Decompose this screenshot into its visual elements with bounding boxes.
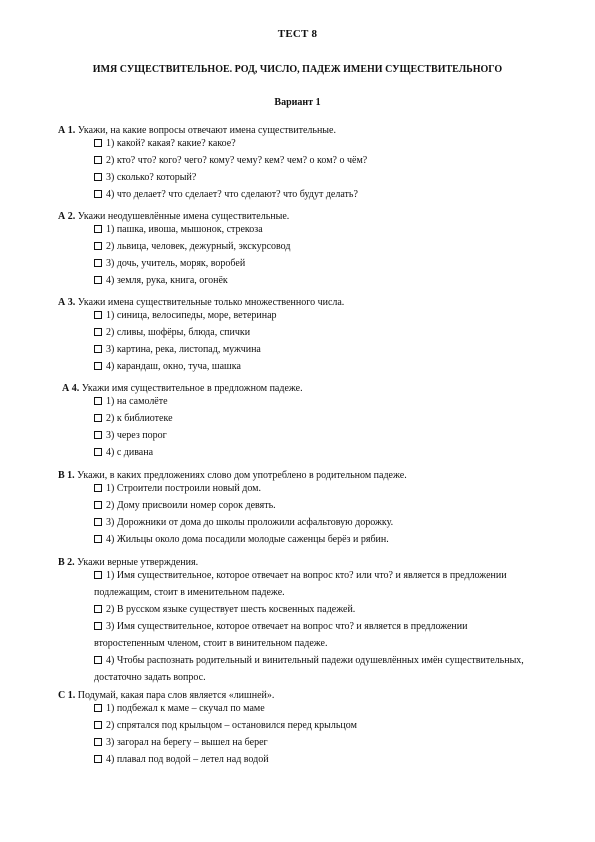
question-code: А 1. <box>58 125 76 136</box>
option-text: 2) спрятался под крыльцом – остановился перед крыльцом <box>106 720 357 731</box>
option-text: 4) Жильцы около дома посадили молодые саженцы берёз и рябин. <box>106 534 389 545</box>
checkbox-icon[interactable] <box>94 173 102 181</box>
question-code: А 2. <box>58 211 76 222</box>
option-text: 2) Дому присвоили номер сорок девять. <box>106 500 276 511</box>
option-text: 2) львица, человек, дежурный, экскурсовод <box>106 241 291 252</box>
checkbox-icon[interactable] <box>94 755 102 763</box>
option-checkbox[interactable] <box>94 153 367 170</box>
option-text: 4) с дивана <box>106 447 154 458</box>
option-checkbox[interactable] <box>94 481 261 498</box>
checkbox-icon[interactable] <box>94 156 102 164</box>
question-text: Укажи имена существительные только множественного числа. <box>77 297 345 308</box>
checkbox-icon[interactable] <box>94 605 102 613</box>
option-checkbox[interactable] <box>94 701 265 718</box>
checkbox-icon[interactable] <box>94 431 102 439</box>
option-checkbox[interactable] <box>94 619 534 652</box>
option-text: 1) на самолёте <box>106 396 168 407</box>
option-checkbox[interactable] <box>94 735 268 752</box>
option-checkbox[interactable] <box>94 498 276 515</box>
option-text: 3) картина, река, листопад, мужчина <box>106 344 261 355</box>
checkbox-icon[interactable] <box>94 311 102 319</box>
checkbox-icon[interactable] <box>94 345 102 353</box>
option-checkbox[interactable] <box>94 602 355 619</box>
checkbox-icon[interactable] <box>94 622 102 630</box>
checkbox-icon[interactable] <box>94 721 102 729</box>
option-checkbox[interactable] <box>94 239 290 256</box>
option-checkbox[interactable] <box>94 187 358 204</box>
option-text: 3) Дорожники от дома до школы проложили асфальтовую дорожку. <box>106 517 394 528</box>
option-checkbox[interactable] <box>94 394 168 411</box>
option-checkbox[interactable] <box>94 428 167 445</box>
checkbox-icon[interactable] <box>94 328 102 336</box>
question-text: Укажи верные утверждения. <box>77 557 199 568</box>
option-text: 3) Имя существительное, которое отвечает на вопрос что? и является в предложении второстепенным членом, стоит в винительном падеже. <box>94 621 468 649</box>
option-text: 2) В русском языке существует шесть косвенных падежей. <box>106 604 356 615</box>
checkbox-icon[interactable] <box>94 190 102 198</box>
checkbox-icon[interactable] <box>94 276 102 284</box>
option-text: 3) сколько? который? <box>106 172 197 183</box>
option-checkbox[interactable] <box>94 568 534 601</box>
checkbox-icon[interactable] <box>94 704 102 712</box>
checkbox-icon[interactable] <box>94 484 102 492</box>
question-code: В 2. <box>58 557 75 568</box>
option-text: 2) к библиотеке <box>106 413 173 424</box>
option-text: 4) Чтобы распознать родительный и винительный падежи одушевлённых имён существительных, достаточно задать вопрос. <box>94 655 524 683</box>
checkbox-icon[interactable] <box>94 501 102 509</box>
option-checkbox[interactable] <box>94 136 236 153</box>
question-code: С 1. <box>58 690 76 701</box>
question-text: Подумай, какая пара слов является «лишней». <box>77 690 275 701</box>
checkbox-icon[interactable] <box>94 259 102 267</box>
option-checkbox[interactable] <box>94 256 245 273</box>
checkbox-icon[interactable] <box>94 414 102 422</box>
checkbox-icon[interactable] <box>94 448 102 456</box>
checkbox-icon[interactable] <box>94 656 102 664</box>
option-checkbox[interactable] <box>94 718 357 735</box>
option-checkbox[interactable] <box>94 222 263 239</box>
test-title: ТЕСТ 8 <box>277 28 318 40</box>
option-text: 1) синица, велосипеды, море, ветеринар <box>106 310 277 321</box>
option-text: 4) плавал под водой – летел над водой <box>106 754 269 765</box>
question-text: Укажи, в каких предложениях слово дом употреблено в родительном падеже. <box>77 470 407 481</box>
checkbox-icon[interactable] <box>94 139 102 147</box>
variant-label: Вариант 1 <box>274 97 321 108</box>
checkbox-icon[interactable] <box>94 242 102 250</box>
option-text: 1) Строители построили новый дом. <box>106 483 261 494</box>
option-checkbox[interactable] <box>94 308 277 325</box>
checkbox-icon[interactable] <box>94 225 102 233</box>
question-text: Укажи, на какие вопросы отвечают имена существительные. <box>77 125 336 136</box>
option-text: 3) через порог <box>106 430 167 441</box>
checkbox-icon[interactable] <box>94 535 102 543</box>
question-code: А 3. <box>58 297 76 308</box>
option-checkbox[interactable] <box>94 515 393 532</box>
checkbox-icon[interactable] <box>94 571 102 579</box>
option-checkbox[interactable] <box>94 752 269 769</box>
checkbox-icon[interactable] <box>94 362 102 370</box>
checkbox-icon[interactable] <box>94 397 102 405</box>
option-checkbox[interactable] <box>94 653 534 686</box>
option-text: 1) подбежал к маме – скучал по маме <box>106 703 265 714</box>
checkbox-icon[interactable] <box>94 738 102 746</box>
option-checkbox[interactable] <box>94 342 261 359</box>
test-subtitle: ИМЯ СУЩЕСТВИТЕЛЬНОЕ. РОД, ЧИСЛО, ПАДЕЖ ИМЕНИ СУЩЕСТВИТЕЛЬНОГО <box>92 64 503 75</box>
option-text: 1) какой? какая? какие? какое? <box>106 138 236 149</box>
option-text: 2) кто? что? кого? чего? кому? чему? кем? чем? о ком? о чём? <box>106 155 368 166</box>
option-checkbox[interactable] <box>94 411 173 428</box>
option-checkbox[interactable] <box>94 273 228 290</box>
option-checkbox[interactable] <box>94 532 389 549</box>
option-checkbox[interactable] <box>94 170 196 187</box>
option-checkbox[interactable] <box>94 325 250 342</box>
question-text: Укажи неодушевлённые имена существительные. <box>77 211 290 222</box>
option-text: 4) карандаш, окно, туча, шашка <box>106 361 241 372</box>
option-text: 2) сливы, шофёры, блюда, спички <box>106 327 251 338</box>
option-checkbox[interactable] <box>94 445 153 462</box>
question-text: Укажи имя существительное в предложном падеже. <box>81 383 303 394</box>
option-text: 3) дочь, учитель, моряк, воробей <box>106 258 246 269</box>
option-text: 1) Имя существительное, которое отвечает на вопрос кто? или что? и является в предложении подлежащим, стоит в именительном падеже. <box>94 570 507 598</box>
checkbox-icon[interactable] <box>94 518 102 526</box>
option-text: 3) загорал на берегу – вышел на берег <box>106 737 268 748</box>
option-text: 4) что делает? что сделает? что сделают? что будут делать? <box>106 189 358 200</box>
option-text: 4) земля, рука, книга, огонёк <box>106 275 228 286</box>
question-code: В 1. <box>58 470 75 481</box>
option-checkbox[interactable] <box>94 359 241 376</box>
option-text: 1) пашка, ивоша, мышонок, стрекоза <box>106 224 263 235</box>
question-code: А 4. <box>62 383 80 394</box>
